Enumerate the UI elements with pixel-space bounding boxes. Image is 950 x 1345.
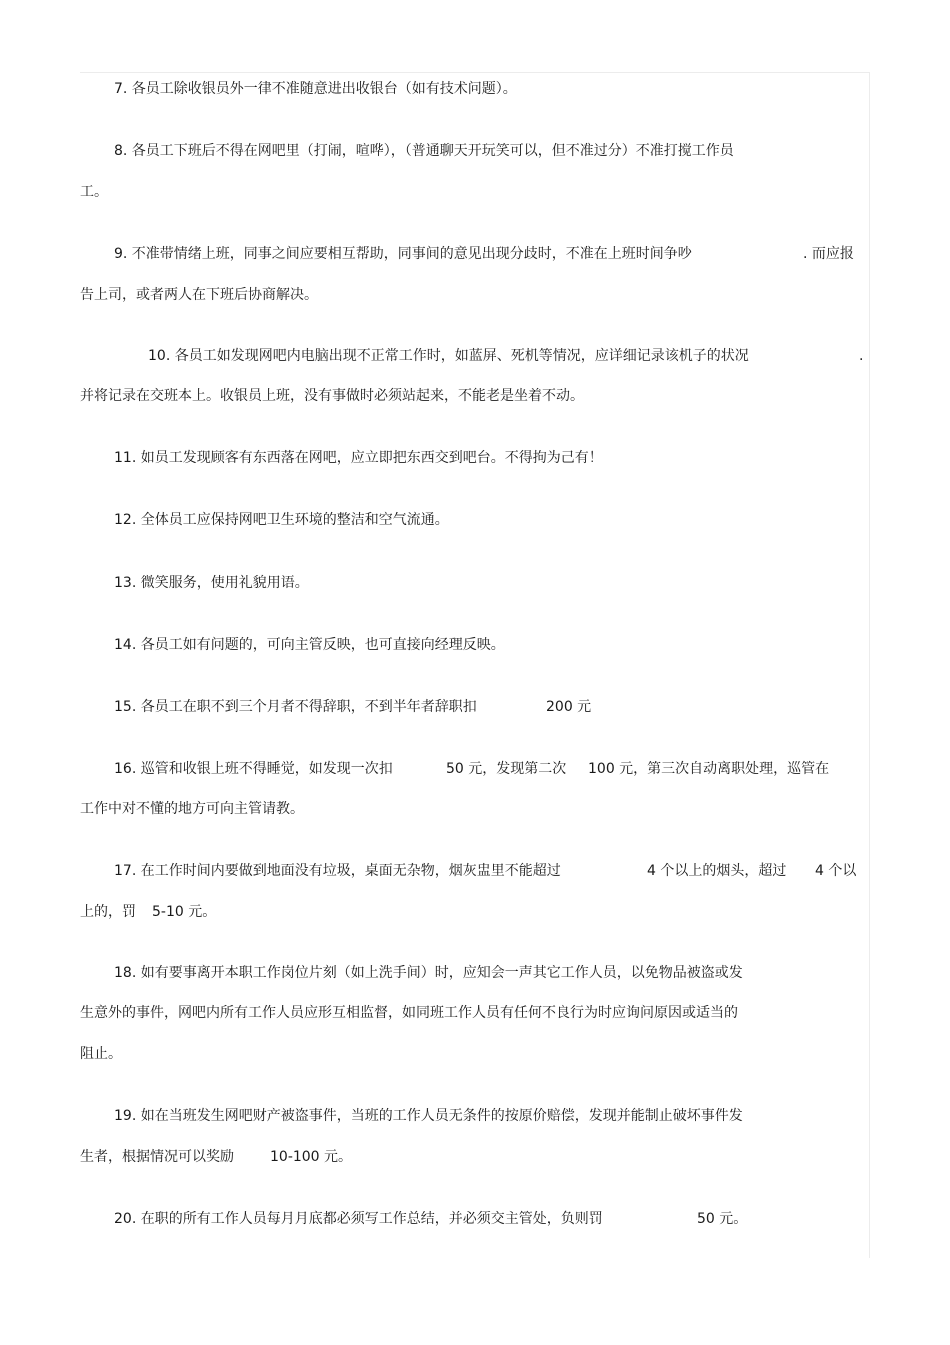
rule-11-line-1: 11. 如员工发现顾客有东西落在网吧，应立即把东西交到吧台。不得拘为己有！ (114, 450, 603, 466)
rule-8-line-1: 8. 各员工下班后不得在网吧里（打闹，喧哗），（普通聊天开玩笑可以，但不准过分）不准打搅工作员 (114, 143, 734, 159)
rule-20-line-1: 20. 在职的所有工作人员每月月底都必须写工作总结，并必须交主管处，负则罚 (114, 1211, 603, 1227)
rule-9-line-1-tail: . 而应报 (803, 246, 854, 262)
rule-17-segment-2: 4 个以上的烟头，超过 (647, 863, 787, 879)
rule-9-line-2: 告上司，或者两人在下班后协商解决。 (80, 287, 318, 303)
rule-19-line-1: 19. 如在当班发生网吧财产被盗事件，当班的工作人员无条件的按原价赔偿，发现并能制止破坏事件发 (114, 1108, 743, 1124)
rule-15-amount: 200 元 (546, 699, 592, 715)
rule-16-segment-3: 100 元，第三次自动离职处理，巡管在 (588, 761, 830, 777)
rule-20-penalty: 50 元。 (697, 1211, 748, 1227)
rule-18-line-2: 生意外的事件，网吧内所有工作人员应形互相监督，如同班工作人员有任何不良行为时应询问原因或适当的 (80, 1005, 738, 1021)
rule-9-line-1: 9. 不准带情绪上班，同事之间应要相互帮助，同事间的意见出现分歧时，不准在上班时间争吵 (114, 246, 692, 262)
rule-15-line-1: 15. 各员工在职不到三个月者不得辞职，不到半年者辞职扣 (114, 699, 477, 715)
rule-18-line-3: 阻止。 (80, 1046, 122, 1062)
rule-18-line-1: 18. 如有要事离开本职工作岗位片刻（如上洗手间）时，应知会一声其它工作人员，以免物品被盗或发 (114, 965, 743, 981)
rule-16-line-1: 16. 巡管和收银上班不得睡觉，如发现一次扣 (114, 761, 393, 777)
rule-7-line-1: 7. 各员工除收银员外一律不准随意进出收银台（如有技术问题）。 (114, 81, 517, 97)
rule-13-line-1: 13. 微笑服务，使用礼貌用语。 (114, 575, 309, 591)
rule-12-line-1: 12. 全体员工应保持网吧卫生环境的整洁和空气流通。 (114, 512, 449, 528)
rule-17-segment-3: 4 个以 (815, 863, 857, 879)
rule-8-line-2: 工。 (80, 184, 108, 200)
rule-17-line-1: 17. 在工作时间内要做到地面没有垃圾，桌面无杂物，烟灰盅里不能超过 (114, 863, 561, 879)
rule-16-segment-2: 50 元，发现第二次 (446, 761, 567, 777)
rule-19-reward: 10-100 元。 (270, 1149, 353, 1165)
rule-10-line-1-tail: . (859, 348, 864, 364)
rule-10-line-2: 并将记录在交班本上。收银员上班，没有事做时必须站起来，不能老是坐着不动。 (80, 388, 584, 404)
rule-19-line-2: 生者，根据情况可以奖励 (80, 1149, 234, 1165)
rule-17-line-2: 上的，罚 (80, 904, 136, 920)
rule-14-line-1: 14. 各员工如有问题的，可向主管反映，也可直接向经理反映。 (114, 637, 505, 653)
rule-10-line-1: 10. 各员工如发现网吧内电脑出现不正常工作时，如蓝屏、死机等情况，应详细记录该机子的状况 (148, 348, 749, 364)
rule-16-line-2: 工作中对不懂的地方可向主管请教。 (80, 801, 304, 817)
rule-17-penalty: 5-10 元。 (152, 904, 217, 920)
